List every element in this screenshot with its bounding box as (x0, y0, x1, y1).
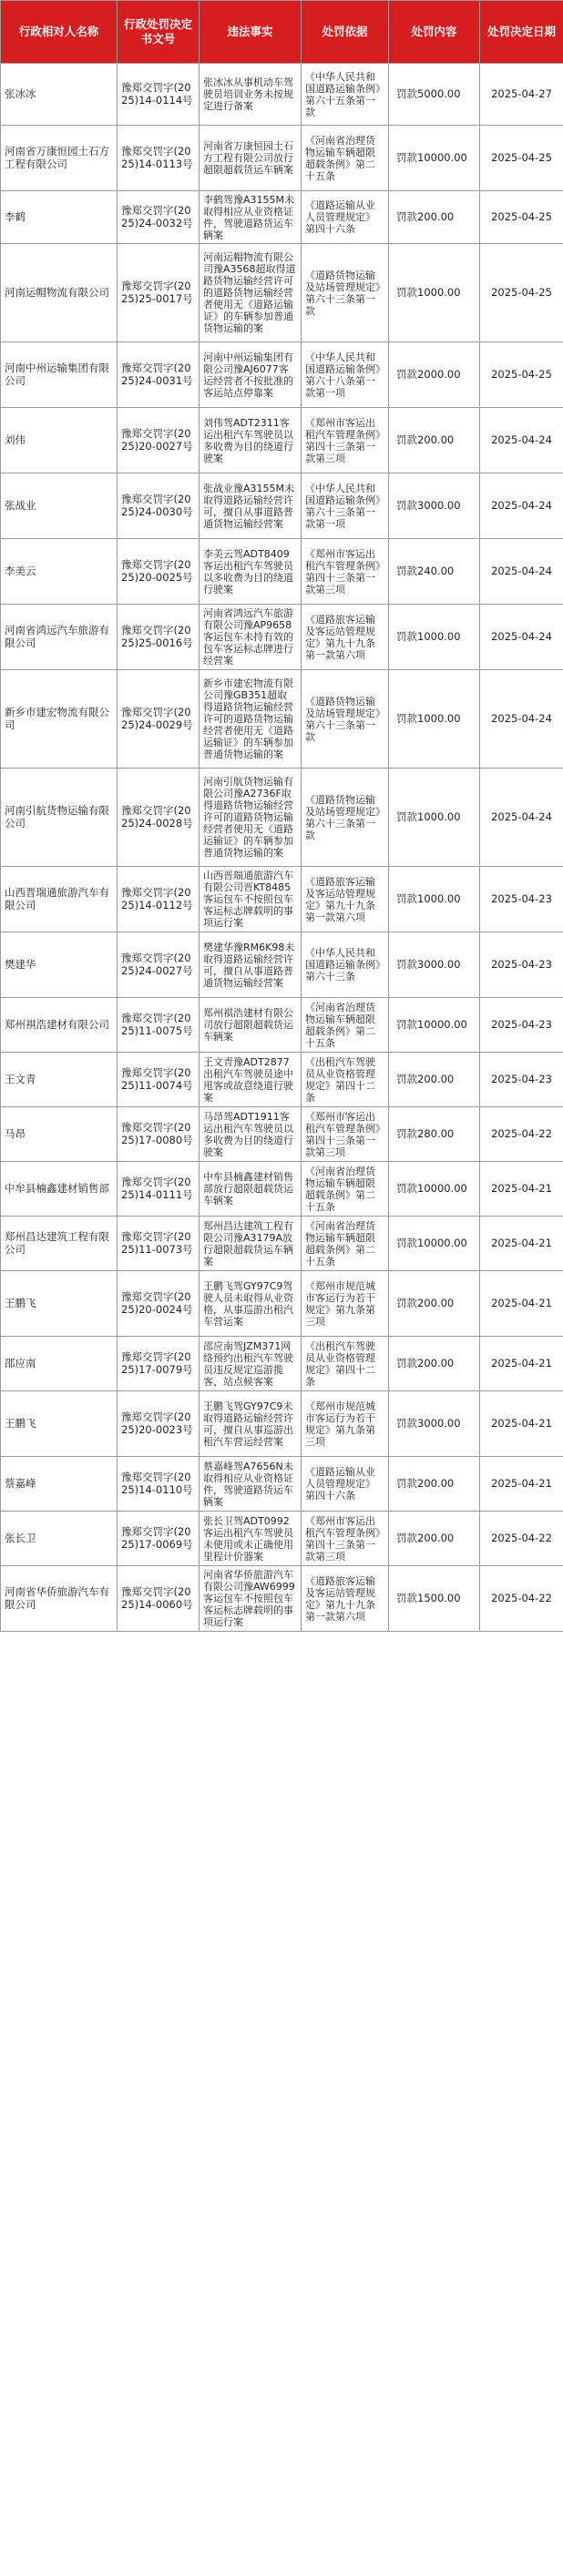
table-row (1, 191, 563, 244)
penalty-content-cell: 罚款200.00 (389, 191, 480, 244)
table-row (1, 473, 563, 539)
doc-number-cell: 豫郑交罚字(2025)24-0030号 (118, 473, 200, 539)
header-party: 行政相对人名称 (1, 1, 118, 64)
penalty-content-cell: 罚款200.00 (389, 1271, 480, 1337)
violation-fact-cell: 河南运帽物流有限公司豫A3568超取得道路货物运输经营许可的道路货物运输经营者使用无《道路运输证》的车辆参加普通货物运输的案 (200, 244, 302, 342)
party-name-cell: 山西晋瑞通旅游汽车有限公司 (1, 867, 118, 932)
penalty-content-cell: 罚款1000.00 (389, 670, 480, 769)
party-name-cell: 河南省鸿远汽车旅游有限公司 (1, 605, 118, 670)
doc-number-cell: 豫郑交罚字(2025)17-0079号 (118, 1337, 200, 1391)
penalty-content-cell: 罚款10000.00 (389, 1217, 480, 1271)
table-row (1, 539, 563, 605)
party-name-cell: 樊建华 (1, 932, 118, 998)
doc-number-cell: 豫郑交罚字(2025)24-0029号 (118, 670, 200, 769)
decision-date-cell: 2025-04-21 (480, 1217, 563, 1271)
decision-date-cell: 2025-04-24 (480, 408, 563, 473)
party-name-cell: 李鹤 (1, 191, 118, 244)
table-row (1, 244, 563, 342)
penalty-content-cell: 罚款280.00 (389, 1107, 480, 1162)
doc-number-cell: 豫郑交罚字(2025)14-0112号 (118, 867, 200, 932)
penalty-content-cell: 罚款10000.00 (389, 126, 480, 191)
table-row (1, 1217, 563, 1271)
decision-date-cell: 2025-04-21 (480, 1337, 563, 1391)
violation-fact-cell: 河南引航货物运输有限公司豫A2736F取得道路货物运输经营许可的道路货物运输经营者使用无《道路运输证》的车辆参加普通货物运输的案 (200, 769, 302, 867)
decision-date-cell: 2025-04-21 (480, 1457, 563, 1512)
legal-basis-cell: 《中华人民共和国道路运输条例》第六十三条 (302, 932, 389, 998)
decision-date-cell: 2025-04-21 (480, 1271, 563, 1337)
legal-basis-cell: 《河南省治理货物运输车辆超限超载条例》第二十五条 (302, 1217, 389, 1271)
decision-date-cell: 2025-04-21 (480, 1391, 563, 1457)
legal-basis-cell: 《河南省治理货物运输车辆超限超载条例》第二十五条 (302, 998, 389, 1053)
legal-basis-cell: 《道路旅客运输及客运站管理规定》第九十九条第一款第六项 (302, 605, 389, 670)
decision-date-cell: 2025-04-24 (480, 670, 563, 769)
party-name-cell: 张战业 (1, 473, 118, 539)
violation-fact-cell: 郑州昌达建筑工程有限公司豫A3179A放行超限超载货运车辆案 (200, 1217, 302, 1271)
table-row (1, 1512, 563, 1566)
doc-number-cell: 豫郑交罚字(2025)24-0032号 (118, 191, 200, 244)
table-row (1, 1391, 563, 1457)
violation-fact-cell: 刘伟驾ADT2311客运出租汽车驾驶员以多收费为目的绕道行驶案 (200, 408, 302, 473)
doc-number-cell: 豫郑交罚字(2025)14-0114号 (118, 64, 200, 126)
decision-date-cell: 2025-04-24 (480, 605, 563, 670)
legal-basis-cell: 《道路运输从业人员管理规定》第四十六条 (302, 1457, 389, 1512)
violation-fact-cell: 李鹤驾豫A3155M未取得相应从业资格证件，驾驶道路货运车辆案 (200, 191, 302, 244)
decision-date-cell: 2025-04-25 (480, 342, 563, 408)
table-row (1, 1107, 563, 1162)
penalty-content-cell: 罚款1500.00 (389, 1566, 480, 1632)
decision-date-cell: 2025-04-22 (480, 1566, 563, 1632)
legal-basis-cell: 《郑州市客运出租汽车管理条例》第四十三条第一款第三项 (302, 1512, 389, 1566)
penalty-content-cell: 罚款200.00 (389, 1512, 480, 1566)
decision-date-cell: 2025-04-23 (480, 998, 563, 1053)
decision-date-cell: 2025-04-23 (480, 867, 563, 932)
party-name-cell: 刘伟 (1, 408, 118, 473)
party-name-cell: 河南省万康恒园土石方工程有限公司 (1, 126, 118, 191)
party-name-cell: 郑州祺浩建材有限公司 (1, 998, 118, 1053)
header-content: 处罚内容 (389, 1, 480, 64)
table-row (1, 408, 563, 473)
table-row (1, 1271, 563, 1337)
header-basis: 处罚依据 (302, 1, 389, 64)
party-name-cell: 河南运帽物流有限公司 (1, 244, 118, 342)
party-name-cell: 张冰冰 (1, 64, 118, 126)
violation-fact-cell: 张冰冰从事机动车驾驶员培训业务未按规定进行备案 (200, 64, 302, 126)
violation-fact-cell: 中牟县楠鑫建材销售部放行超限超载货运车辆案 (200, 1162, 302, 1217)
header-doc-no: 行政处罚决定书文号 (118, 1, 200, 64)
legal-basis-cell: 《郑州市客运出租汽车管理条例》第四十三条第一款第三项 (302, 408, 389, 473)
violation-fact-cell: 河南省万康恒园土石方工程有限公司放行超限超载货运车辆案 (200, 126, 302, 191)
header-date: 处罚决定日期 (480, 1, 563, 64)
header-row (1, 1, 563, 64)
doc-number-cell: 豫郑交罚字(2025)24-0031号 (118, 342, 200, 408)
decision-date-cell: 2025-04-24 (480, 539, 563, 605)
doc-number-cell: 豫郑交罚字(2025)14-0060号 (118, 1566, 200, 1632)
legal-basis-cell: 《道路旅客运输及客运站管理规定》第九十九条第一款第六项 (302, 867, 389, 932)
decision-date-cell: 2025-04-24 (480, 473, 563, 539)
penalty-content-cell: 罚款3000.00 (389, 473, 480, 539)
table-row (1, 867, 563, 932)
doc-number-cell: 豫郑交罚字(2025)24-0028号 (118, 769, 200, 867)
party-name-cell: 河南省华侨旅游汽车有限公司 (1, 1566, 118, 1632)
legal-basis-cell: 《郑州市客运出租汽车管理条例》第四十三条第一款第三项 (302, 1107, 389, 1162)
legal-basis-cell: 《河南省治理货物运输车辆超限超载条例》第二十五条 (302, 1162, 389, 1217)
party-name-cell: 河南中州运输集团有限公司 (1, 342, 118, 408)
table-row (1, 932, 563, 998)
party-name-cell: 王鹏飞 (1, 1271, 118, 1337)
legal-basis-cell: 《道路运输从业人员管理规定》第四十六条 (302, 191, 389, 244)
doc-number-cell: 豫郑交罚字(2025)20-0027号 (118, 408, 200, 473)
penalty-content-cell: 罚款240.00 (389, 539, 480, 605)
penalty-content-cell: 罚款200.00 (389, 1457, 480, 1512)
party-name-cell: 邵应南 (1, 1337, 118, 1391)
decision-date-cell: 2025-04-23 (480, 932, 563, 998)
legal-basis-cell: 《出租汽车驾驶员从业资格管理规定》第四十二条 (302, 1053, 389, 1107)
decision-date-cell: 2025-04-24 (480, 769, 563, 867)
table-row (1, 342, 563, 408)
violation-fact-cell: 邵应南驾JZM371网络预约出租汽车驾驶员违反规定巡游揽客、站点候客案 (200, 1337, 302, 1391)
penalty-content-cell: 罚款5000.00 (389, 64, 480, 126)
party-name-cell: 马昂 (1, 1107, 118, 1162)
legal-basis-cell: 《出租汽车驾驶员从业资格管理规定》第四十二条 (302, 1337, 389, 1391)
violation-fact-cell: 马昂驾ADT1911客运出租汽车驾驶员以多收费为目的绕道行驶案 (200, 1107, 302, 1162)
decision-date-cell: 2025-04-27 (480, 64, 563, 126)
doc-number-cell: 豫郑交罚字(2025)14-0113号 (118, 126, 200, 191)
legal-basis-cell: 《中华人民共和国道路运输条例》第六十八条第一款第一项 (302, 342, 389, 408)
decision-date-cell: 2025-04-25 (480, 191, 563, 244)
party-name-cell: 蔡嘉峰 (1, 1457, 118, 1512)
party-name-cell: 王鹏飞 (1, 1391, 118, 1457)
party-name-cell: 中牟县楠鑫建材销售部 (1, 1162, 118, 1217)
violation-fact-cell: 王鹏飞驾GY97C9驾驶人员未取得从业资格，从事巡游出租汽车营运案 (200, 1271, 302, 1337)
violation-fact-cell: 张战业豫A3155M未取得道路运输经营许可，擅自从事道路普通货物运输经营案 (200, 473, 302, 539)
decision-date-cell: 2025-04-25 (480, 126, 563, 191)
penalty-content-cell: 罚款200.00 (389, 1053, 480, 1107)
doc-number-cell: 豫郑交罚字(2025)20-0025号 (118, 539, 200, 605)
penalty-content-cell: 罚款2000.00 (389, 342, 480, 408)
legal-basis-cell: 《中华人民共和国道路运输条例》第六十三条第一款第一项 (302, 473, 389, 539)
decision-date-cell: 2025-04-22 (480, 1107, 563, 1162)
penalty-content-cell: 罚款1000.00 (389, 769, 480, 867)
table-row (1, 998, 563, 1053)
violation-fact-cell: 郑州祺浩建材有限公司放行超限超载货运车辆案 (200, 998, 302, 1053)
violation-fact-cell: 河南省华侨旅游汽车有限公司豫AW6999客运包车不按照包车客运标志牌载明的事项运行案 (200, 1566, 302, 1632)
doc-number-cell: 豫郑交罚字(2025)20-0023号 (118, 1391, 200, 1457)
violation-fact-cell: 蔡嘉峰驾A7656N未取得相应从业资格证件，驾驶道路货运车辆案 (200, 1457, 302, 1512)
table-row (1, 1162, 563, 1217)
party-name-cell: 新乡市建宏物流有限公司 (1, 670, 118, 769)
doc-number-cell: 豫郑交罚字(2025)14-0111号 (118, 1162, 200, 1217)
violation-fact-cell: 李美云驾ADT8409客运出租汽车驾驶员以多收费为目的绕道行驶案 (200, 539, 302, 605)
violation-fact-cell: 河南中州运输集团有限公司豫AJ6077客运经营者不按批准的客运站点停靠案 (200, 342, 302, 408)
penalty-content-cell: 罚款3000.00 (389, 1391, 480, 1457)
penalty-content-cell: 罚款1000.00 (389, 244, 480, 342)
legal-basis-cell: 《中华人民共和国道路运输条例》第六十五条第一款 (302, 64, 389, 126)
violation-fact-cell: 王文青豫ADT2877出租汽车驾驶员途中甩客或故意绕道行驶案 (200, 1053, 302, 1107)
legal-basis-cell: 《郑州市规范城市客运行为若干规定》第九条第三项 (302, 1271, 389, 1337)
violation-fact-cell: 新乡市建宏物流有限公司豫GB351超取得道路货物运输经营许可的道路货物运输经营者使用无《道路运输证》的车辆参加普通货物运输的案 (200, 670, 302, 769)
header-fact: 违法事实 (200, 1, 302, 64)
party-name-cell: 张长卫 (1, 1512, 118, 1566)
table-row (1, 769, 563, 867)
legal-basis-cell: 《河南省治理货物运输车辆超限超载条例》第二十五条 (302, 126, 389, 191)
doc-number-cell: 豫郑交罚字(2025)17-0080号 (118, 1107, 200, 1162)
decision-date-cell: 2025-04-25 (480, 244, 563, 342)
violation-fact-cell: 张长卫驾ADT0992客运出租汽车驾驶员未使用或未正确使用里程计价器案 (200, 1512, 302, 1566)
penalty-content-cell: 罚款1000.00 (389, 605, 480, 670)
penalty-content-cell: 罚款10000.00 (389, 1162, 480, 1217)
table-row (1, 605, 563, 670)
legal-basis-cell: 《道路货物运输及站场管理规定》第六十三条第一款 (302, 769, 389, 867)
decision-date-cell: 2025-04-23 (480, 1053, 563, 1107)
table-row (1, 1457, 563, 1512)
table-row (1, 1566, 563, 1632)
table-row (1, 126, 563, 191)
doc-number-cell: 豫郑交罚字(2025)14-0110号 (118, 1457, 200, 1512)
decision-date-cell: 2025-04-21 (480, 1162, 563, 1217)
table-row (1, 1053, 563, 1107)
violation-fact-cell: 河南省鸿远汽车旅游有限公司豫AP9658客运包车未持有效的包车客运标志牌进行经营案 (200, 605, 302, 670)
penalty-content-cell: 罚款10000.00 (389, 998, 480, 1053)
doc-number-cell: 豫郑交罚字(2025)25-0016号 (118, 605, 200, 670)
party-name-cell: 王文青 (1, 1053, 118, 1107)
party-name-cell: 郑州昌达建筑工程有限公司 (1, 1217, 118, 1271)
doc-number-cell: 豫郑交罚字(2025)11-0075号 (118, 998, 200, 1053)
doc-number-cell: 豫郑交罚字(2025)17-0069号 (118, 1512, 200, 1566)
doc-number-cell: 豫郑交罚字(2025)25-0017号 (118, 244, 200, 342)
violation-fact-cell: 山西晋瑞通旅游汽车有限公司晋KT8485客运包车不按照包车客运标志牌载明的事项运行案 (200, 867, 302, 932)
legal-basis-cell: 《郑州市客运出租汽车管理条例》第四十三条第一款第三项 (302, 539, 389, 605)
penalty-content-cell: 罚款200.00 (389, 1337, 480, 1391)
decision-date-cell: 2025-04-22 (480, 1512, 563, 1566)
doc-number-cell: 豫郑交罚字(2025)24-0027号 (118, 932, 200, 998)
legal-basis-cell: 《道路货物运输及站场管理规定》第六十三条第一款 (302, 244, 389, 342)
table-row (1, 1337, 563, 1391)
penalty-content-cell: 罚款3000.00 (389, 932, 480, 998)
penalty-content-cell: 罚款200.00 (389, 408, 480, 473)
legal-basis-cell: 《道路旅客运输及客运站管理规定》第九十九条第一款第六项 (302, 1566, 389, 1632)
doc-number-cell: 豫郑交罚字(2025)11-0074号 (118, 1053, 200, 1107)
table-row (1, 64, 563, 126)
table-row (1, 670, 563, 769)
violation-fact-cell: 樊建华豫RM6K98未取得道路运输经营许可，擅自从事道路普通货物运输经营案 (200, 932, 302, 998)
legal-basis-cell: 《道路货物运输及站场管理规定》第六十三条第一款 (302, 670, 389, 769)
legal-basis-cell: 《郑州市规范城市客运行为若干规定》第九条第三项 (302, 1391, 389, 1457)
party-name-cell: 李美云 (1, 539, 118, 605)
party-name-cell: 河南引航货物运输有限公司 (1, 769, 118, 867)
doc-number-cell: 豫郑交罚字(2025)20-0024号 (118, 1271, 200, 1337)
violation-fact-cell: 王鹏飞驾GY97C9未取得道路运输经营许可，擅自从事巡游出租汽车营运经营案 (200, 1391, 302, 1457)
penalty-content-cell: 罚款1000.00 (389, 867, 480, 932)
doc-number-cell: 豫郑交罚字(2025)11-0073号 (118, 1217, 200, 1271)
